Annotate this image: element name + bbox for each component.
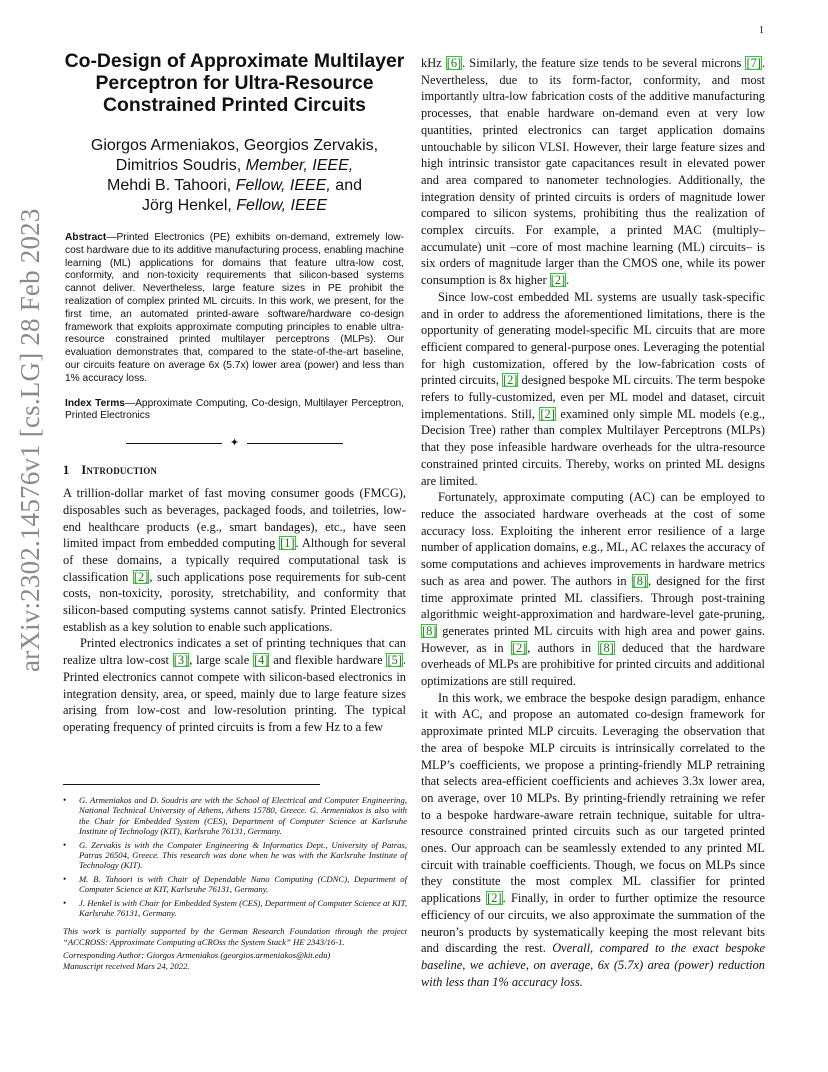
citation-link[interactable]: [8] [632,573,648,588]
footnotes [63,795,407,971]
citation-link[interactable]: [4] [254,653,269,668]
intro-paragraph-3: Since low-cost embedded ML systems are usually task-specific and in order to address the aforementioned limitations, there is the opportunity of generating model-specific ML circuits that are more efficient compared to general-purpose ones. Leveraging the potential for high customization, offered by the low-fabrication costs of printed circuits, [2] designed bespoke ML circuits. The term bespoke refers to fully-customized, even per ML model and dataset, circuit implementations. Still, [2] examined only simple ML models (e.g., Decision Tree) rather than complex Multilayer Perceptrons (MLPs) that they pose infeasible hardware overheads for the ultra-resource constrained printed circuits. Thereby, works on printed ML designs are limited. [421,289,765,488]
bullet-icon: • [63,897,67,908]
arxiv-identifier-stamp: arXiv:2302.14576v1 [cs.LG] 28 Feb 2023 [15,208,45,672]
index-terms [63,398,406,424]
contribution-summary: Overall, compared to the exact bespoke baseline, we achieve, on average, 6x (5.7x) area (power) reduction with less than 1% accuracy loss. [421,941,765,989]
author-line: Dimitrios Soudris, Member, IEEE, [115,157,354,174]
affiliation-footnote: • M. B. Tahoori is with Chair of Dependable Nano Computing (CDNC), Department of Computer Science at KIT, Karlsruhe 76131, Germany. [63,873,407,895]
bullet-icon: • [63,873,67,884]
citation-link[interactable]: [2] [502,373,518,388]
paper-title [63,50,406,116]
intro-paragraph-2-continued: kHz [6]. Similarly, the feature size tends to be several microns [7]. Nevertheless, due to its form-factor, conformity, and most importantly ultra-low fabrication costs of the additive manufacturing processes, that enable hardware on-demand even at very low quantities, printed electronics can target application domains untouchable by silicon VLSI. However, their large feature sizes and high intrinsic transistor gate capacitances result in elevated power and area compared to nanometer technologies. Additionally, the integration density of printed circuits is orders of magnitude lower compared to silicon systems, prohibiting thus the realization of complex circuits. For example, a printed MAC (multiply–accumulate) unit –core of most machine learning (ML) circuits– is six orders of magnitude larger than the CMOS one, while its power consumption is 8x higher [2]. [421,56,765,288]
intro-paragraph-1: A trillion-dollar market of fast moving consumer goods (FMCG), disposables such as beverages, packaged foods, and toiletries, low-end healthcare products (e.g., smart bandages), etc., have seen limited impact from embedded computing [1]. Although for several of these domains, a typically required computational task is classification [2], such applications pose requirements for sub-cent costs, non-toxicity, porosity, stretchability, and conformity that silicon-based computing systems cannot satisfy. Printed Electronics establish as a key solution to enable such applications. [63,486,406,634]
divider-diamond-icon: ✦ [229,436,240,449]
divider-rule [126,443,222,444]
left-column [63,50,406,736]
divider-rule [247,443,343,444]
citation-link[interactable]: [2] [540,406,555,421]
index-terms-label: Index Terms [65,397,125,409]
intro-paragraph-2: Printed electronics indicates a set of printing techniques that can realize ultra low-cost [3], large scale [4] and flexible hardware [5]. Printed electronics cannot compete with silicon-based electronics in integration density, area, or speed, mainly due to large feature sizes arising from low-cost and low-resolution printing. The typical operating frequency of printed circuits is from a few Hz to a few [63,636,406,734]
section-number: 1 [63,463,70,478]
bullet-icon: • [63,839,67,850]
manuscript-received-note: Manuscript received Mars 24, 2022. [63,960,190,971]
citation-link[interactable]: [1] [280,536,295,551]
page-number: 1 [759,25,764,36]
citation-link[interactable]: [5] [387,653,402,668]
citation-link[interactable]: [2] [133,569,149,584]
citation-link[interactable]: [2] [550,273,566,288]
section-heading [63,463,406,478]
author-line: Mehdi B. Tahoori, Fellow, IEEE, and [107,177,362,194]
citation-link[interactable]: [2] [487,891,502,906]
citation-link[interactable]: [6] [446,56,462,70]
abstract-label: Abstract [65,232,107,243]
citation-link[interactable]: [3] [173,653,189,668]
citation-link[interactable]: [2] [511,640,527,655]
citation-link[interactable]: [8] [599,640,614,655]
affiliation-footnote: • G. Zervakis is with the Computer Engineering & Informatics Dept., University of Patras, Patras 26504, Greece. This research was done when he was with the Karlsruhe Institute of Technology (KIT). [63,839,407,871]
section-title: Introduction [81,463,158,478]
abstract [63,232,406,386]
title-line: Co-Design of Approximate Multilayer [64,50,405,72]
author-line: Jörg Henkel, Fellow, IEEE [142,197,327,214]
bullet-icon: • [63,795,67,805]
author-line: Giorgos Armeniakos, Georgios Zervakis, [90,137,379,154]
corresponding-author-note: Corresponding Author: Giorgos Armeniakos (georgios.armeniakos@kit.edu) [63,950,331,961]
title-line: Perceptron for Ultra-Resource [95,72,374,94]
footnote-rule [63,784,320,785]
title-line: Constrained Printed Circuits [103,94,366,116]
intro-paragraph-5: In this work, we embrace the bespoke design paradigm, enhance it with AC, and propose an automated co-design framework for approximate printed MLP circuits. Leveraging the observation that the area of bespoke MLP circuits is intrinsically correlated to the MLP’s coefficients, we propose a printing-friendly MLP retraining that selects area-efficient coefficients and achieves 3.3x lower area, on average, over 10 MLPs. By printing-friendly retraining we refer to a bespoke hardware-aware retrain technique, suitable for ultra-resource constrained printed circuits such as our targeted printed ones. Our approach can be seamlessly extended to any printed ML circuit with trainable coefficients. Though, we focus on MLPs since they constitute the most complex ML classifier for printed applications [2]. Finally, in order to further optimize the resource efficiency of our circuits, we also approximate the summation of the neuron’s products by systematically keeping the most relevant bits and discarding the rest. Overall, compared to the exact bespoke baseline, we achieve, on average, 6x (5.7x) area (power) reduction with less than 1% accuracy loss. [421,690,765,989]
citation-link[interactable]: [8] [422,623,437,638]
intro-paragraph-4: Fortunately, approximate computing (AC) can be employed to reduce the associated hardware overheads at the cost of some accuracy loss. Exploiting the inherent error resilience of a large number of application domains, e.g., ML, AC relaxes the accuracy of some computations and achieves improvements in hardware metrics such as area and power. The authors in [8], designed for the first time approximate printed ML classifiers. Through post-training algorithmic weight-approximation and hardware-level gate-pruning, [8] generates printed ML circuits with high area and power gains. However, as in [2], authors in [8] deduced that the hardware overheads of MLPs are prohibitive for printed circuits and additional optimizations are still required. [421,490,766,689]
affiliation-footnotes [63,795,407,918]
citation-link[interactable]: [7] [746,56,761,70]
affiliation-footnote: • G. Armeniakos and D. Soudris are with the School of Electrical and Computer Engineering, National Technical University of Athens, Athens 15780, Greece. G. Armeniakos is also with the Chair for Embedded System (CES), Department of Computer Science at Karlsruhe Institute of Technology (KIT), Karlsruhe 76131, Germany. [63,795,407,837]
affiliation-footnote: • J. Henkel is with Chair for Embedded System (CES), Department of Computer Science at KIT, Karlsruhe 76131, Germany. [63,897,407,919]
funding-note: This work is partially supported by the German Research Foundation through the project “ACCROSS: Approximate Computing aCROss the System Stack” HE 2343/16-1. [63,926,407,947]
section-divider [63,435,406,451]
abstract-text: —Printed Electronics (PE) exhibits on-demand, extremely low-cost hardware due to its additive manufacturing process, enabling machine learning (ML) applications for domains that feature ultra-low cost, conformity, and non-toxicity requirements that silicon-based systems cannot deliver. Nevertheless, large feature sizes in PE prohibit the realization of complex printed ML circuits. In this work, we present, for the first time, an automated printed-aware software/hardware co-design framework that exploits approximate computing principles to enable ultra-resource constrained printed multilayer perceptrons (MLPs). Our evaluation demonstrates that, compared to the state-of-the-art baseline, our circuits feature on average 6x (5.7x) lower area (power) and less than 1% accuracy loss. [65,232,404,384]
author-list [63,136,406,216]
right-column [421,55,765,990]
index-terms-text: —Approximate Computing, Co-design, Multilayer Perceptron, Printed Electronics [65,397,404,422]
